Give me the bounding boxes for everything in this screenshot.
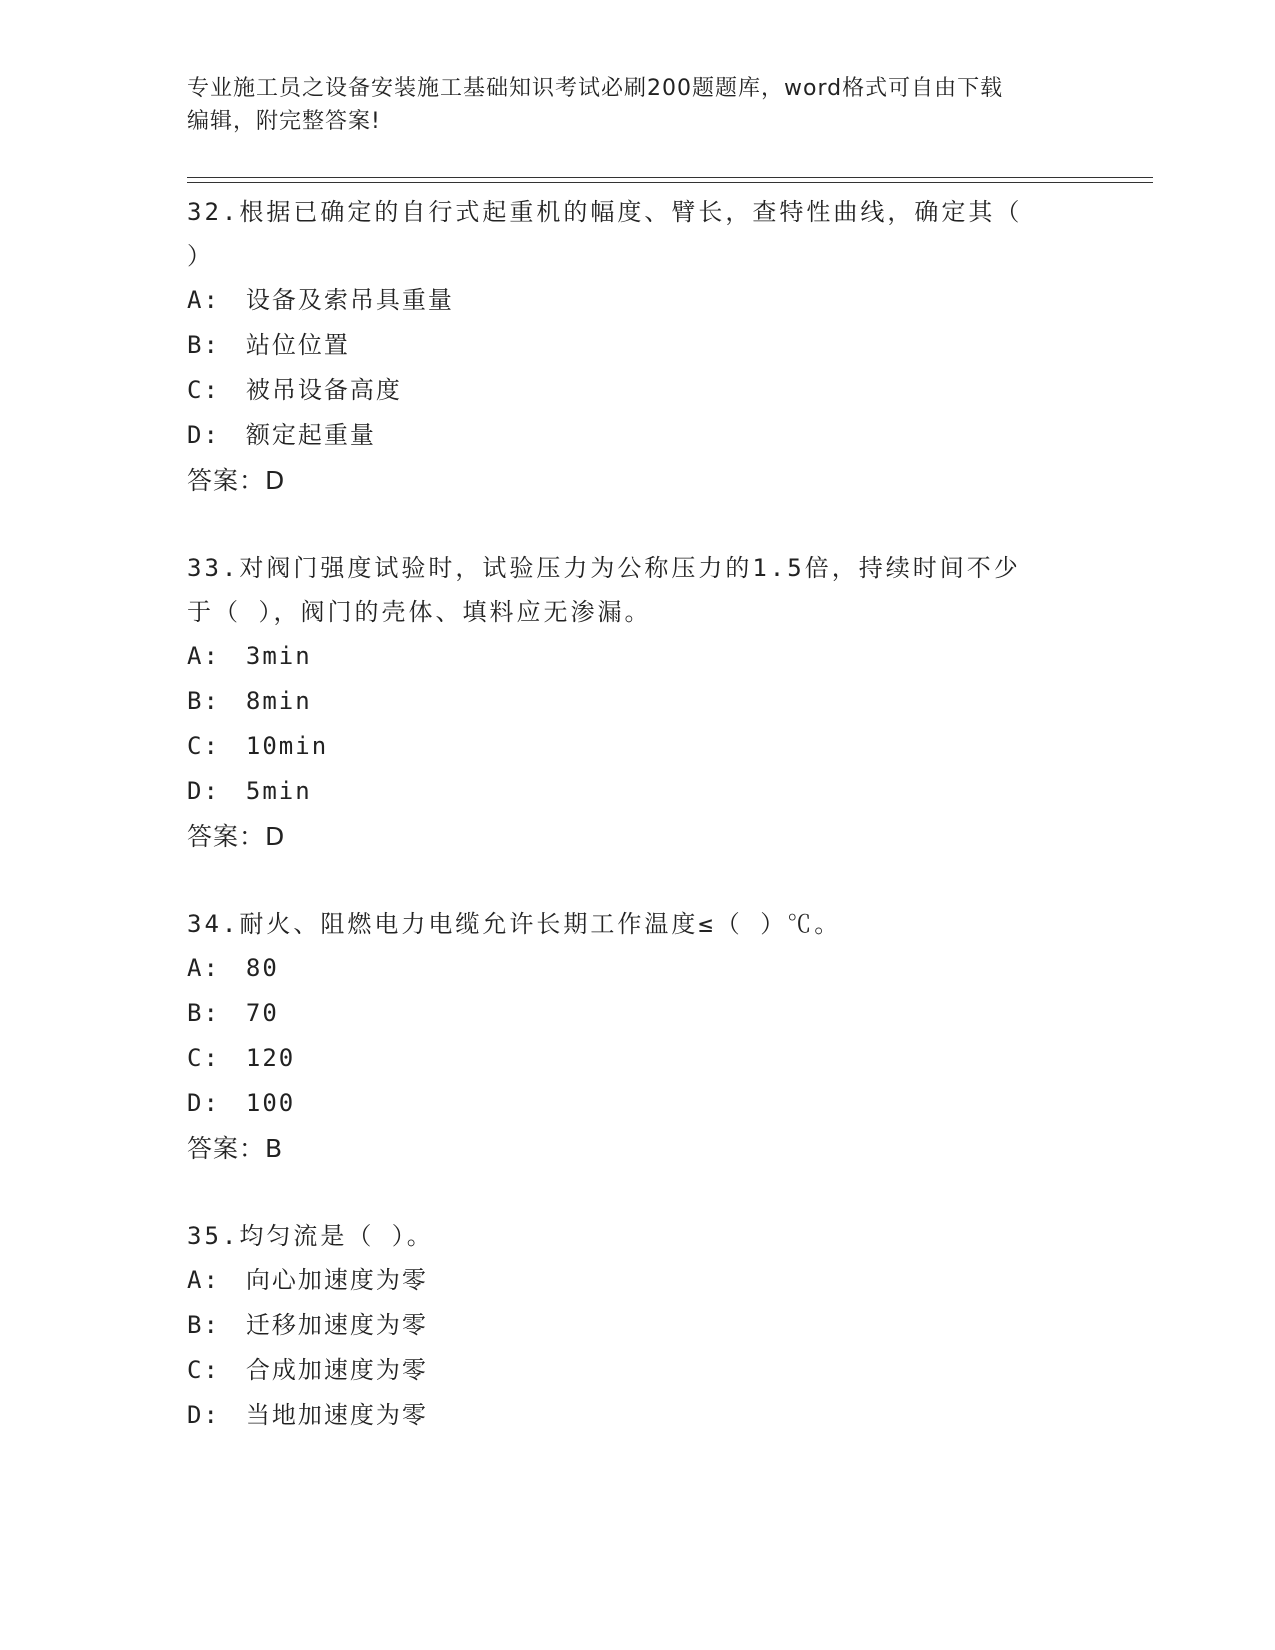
option-key: D:: [187, 1401, 220, 1429]
option-d: [187, 769, 1087, 814]
question-stem-line-2: 于（ ），阀门的壳体、填料应无渗漏。: [187, 598, 652, 626]
option-a: [187, 1258, 1087, 1303]
question-stem-line-1: 32.根据已确定的自行式起重机的幅度、臂长，查特性曲线，确定其（: [187, 198, 1023, 226]
option-key: C:: [187, 376, 220, 404]
option-key: A:: [187, 1266, 220, 1294]
option-b: [187, 679, 1087, 724]
header-title-line-2: 编辑，附完整答案!: [187, 109, 381, 134]
question-stem-line-1: 35.均匀流是（ ）。: [187, 1222, 434, 1250]
option-key: C:: [187, 1044, 220, 1072]
document-header: [187, 72, 1087, 138]
option-b: [187, 323, 1087, 368]
option-text: 向心加速度为零: [245, 1266, 428, 1294]
answer-line: 答案：D: [187, 466, 286, 495]
option-c: [187, 1036, 1087, 1081]
option-text: 额定起重量: [245, 421, 376, 449]
option-c: [187, 368, 1087, 413]
option-text: 100: [245, 1089, 296, 1117]
answer-line: 答案：B: [187, 1134, 284, 1163]
question-stem-line-1: 33.对阀门强度试验时，试验压力为公称压力的1.5倍，持续时间不少: [187, 554, 1021, 582]
question-35: [187, 1214, 1087, 1438]
option-text: 被吊设备高度: [245, 376, 402, 404]
option-a: [187, 946, 1087, 991]
option-d: [187, 1393, 1087, 1438]
option-key: B:: [187, 687, 220, 715]
option-text: 70: [245, 999, 279, 1027]
option-key: A:: [187, 286, 220, 314]
option-text: 合成加速度为零: [245, 1356, 428, 1384]
question-stem-line-1: 34.耐火、阻燃电力电缆允许长期工作温度≤（ ）℃。: [187, 910, 842, 938]
option-text: 10min: [245, 732, 329, 760]
option-key: C:: [187, 732, 220, 760]
option-key: A:: [187, 642, 220, 670]
option-key: B:: [187, 999, 220, 1027]
option-d: [187, 413, 1087, 458]
option-text: 迁移加速度为零: [245, 1311, 428, 1339]
option-key: D:: [187, 1089, 220, 1117]
option-text: 120: [245, 1044, 296, 1072]
option-key: D:: [187, 421, 220, 449]
question-list: [187, 190, 1087, 1480]
option-c: [187, 1348, 1087, 1393]
option-key: B:: [187, 331, 220, 359]
option-text: 80: [245, 954, 279, 982]
option-text: 站位位置: [245, 331, 350, 359]
header-divider-bottom: [187, 182, 1153, 183]
option-key: C:: [187, 1356, 220, 1384]
option-text: 3min: [245, 642, 312, 670]
option-a: [187, 634, 1087, 679]
question-32: [187, 190, 1087, 504]
question-33: [187, 546, 1087, 860]
option-key: D:: [187, 777, 220, 805]
option-text: 5min: [245, 777, 312, 805]
answer-line: 答案：D: [187, 822, 286, 851]
option-text: 设备及索吊具重量: [245, 286, 454, 314]
header-title-line-1: 专业施工员之设备安装施工基础知识考试必刷200题题库，word格式可自由下载: [187, 76, 1004, 101]
option-a: [187, 278, 1087, 323]
option-text: 8min: [245, 687, 312, 715]
option-key: A:: [187, 954, 220, 982]
option-b: [187, 1303, 1087, 1348]
option-b: [187, 991, 1087, 1036]
question-34: [187, 902, 1087, 1172]
header-divider-top: [187, 177, 1153, 178]
option-c: [187, 724, 1087, 769]
option-key: B:: [187, 1311, 220, 1339]
question-stem-line-2: ）: [187, 242, 214, 270]
option-text: 当地加速度为零: [245, 1401, 428, 1429]
option-d: [187, 1081, 1087, 1126]
